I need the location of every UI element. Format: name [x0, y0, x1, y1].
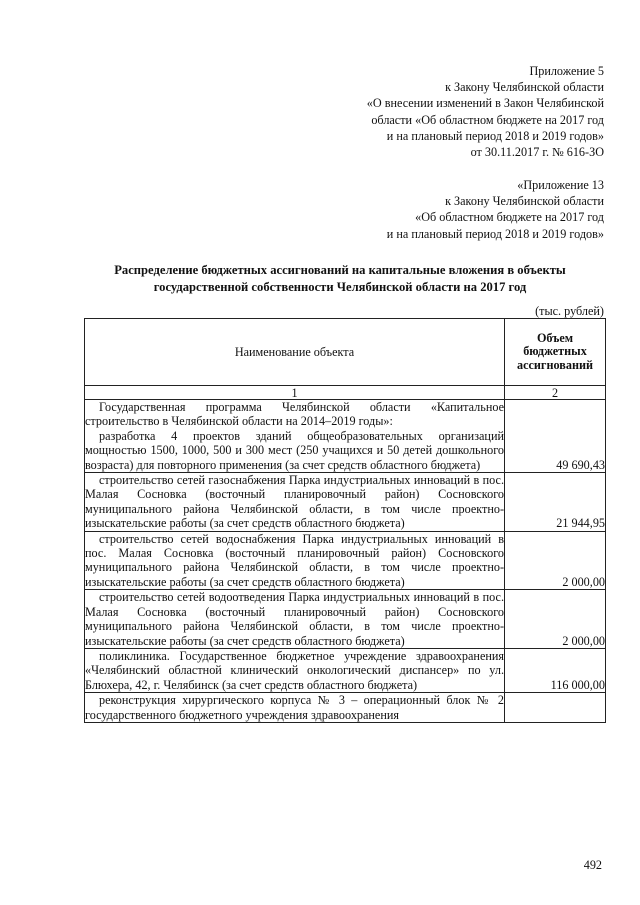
document-title-line: государственной собственности Челябинской области на 2017 год: [153, 279, 527, 294]
appendix-13-line: и на плановый период 2018 и 2019 годов»: [386, 226, 604, 241]
object-name-cell: [85, 473, 505, 532]
column-number: 1: [85, 386, 505, 400]
appropriations-table: [84, 318, 606, 723]
object-name-cell: [85, 590, 505, 649]
object-name: реконструкция хирургического корпуса № 3 – операционный блок № 2 государственного бюджетного учреждения здравоохранения: [85, 693, 504, 722]
object-name: строительство сетей водоотведения Парка индустриальных инноваций в пос. Малая Сосновка (восточный планировочный район) Сосновского муниципального района Челябинской области, в том числе проектно-изыскательские работы (за счет средств областного бюджета): [85, 590, 504, 648]
amount-cell: 49 690,43: [505, 400, 606, 473]
object-name-cell: [85, 648, 505, 692]
table-row: [85, 473, 606, 532]
appendix-5-line: Приложение 5: [529, 64, 604, 78]
header-amount: Объем бюджетных ассигнований: [505, 319, 606, 386]
page-number: 492: [583, 858, 602, 872]
amount-cell: 2 000,00: [505, 590, 606, 649]
column-number: 2: [505, 386, 606, 400]
object-name-cell: [85, 693, 505, 723]
table-row: [85, 400, 606, 473]
object-name: разработка 4 проектов зданий общеобразовательных организаций мощностью 1500, 1000, 500 и 300 мест (250 учащихся и 50 детей дошкольного возраста) для повторного применения (за счет средств областного бюджета): [85, 428, 504, 472]
appendix-13-header: [387, 177, 604, 242]
object-name: поликлиника. Государственное бюджетное учреждение здравоохранения «Челябинский областной клинический онкологический диспансер» по ул. Блюхера, 42, г. Челябинск (за счет средств областного бюджета): [85, 648, 504, 692]
object-name: строительство сетей водоснабжения Парка индустриальных инноваций в пос. Малая Сосновка (восточный планировочный район) Сосновского муниципального района Челябинской области, в том числе проектно-изыскательские работы (за счет средств областного бюджета): [85, 531, 504, 589]
table-row: [85, 648, 606, 692]
header-object-name: Наименование объекта: [85, 319, 505, 386]
amount-cell: [505, 693, 606, 723]
appendix-5-line: от 30.11.2017 г. № 616-ЗО: [470, 145, 604, 160]
appendix-5-line: области «Об областном бюджете на 2017 год: [371, 112, 604, 127]
amount-cell: 2 000,00: [505, 531, 606, 590]
table-row: [85, 531, 606, 590]
appendix-13-line: «Приложение 13: [517, 178, 604, 192]
object-name-cell: [85, 400, 505, 473]
object-name: строительство сетей газоснабжения Парка индустриальных инноваций в пос. Малая Сосновка (восточный планировочный район) Сосновского муниципального района Челябинской области, в том числе проектно-изыскательские работы (за счет средств областного бюджета): [85, 473, 504, 531]
table-header-row: [85, 319, 606, 386]
units-label: (тыс. рублей): [535, 304, 604, 318]
table-row: [85, 693, 606, 723]
amount-cell: 116 000,00: [505, 648, 606, 692]
document-title-line: Распределение бюджетных ассигнований на капитальные вложения в объекты: [114, 263, 566, 277]
program-title: Государственная программа Челябинской области «Капитальное строительство в Челябинской области на 2014–2019 годы»:: [85, 400, 504, 429]
appendix-5-header: [367, 63, 604, 160]
amount-cell: 21 944,95: [505, 473, 606, 532]
column-number-row: [85, 386, 606, 400]
appendix-13-line: «Об областном бюджете на 2017 год: [415, 210, 604, 225]
object-name-cell: [85, 531, 505, 590]
appendix-5-line: к Закону Челябинской области: [445, 80, 604, 95]
document-title: [70, 262, 610, 295]
appendix-5-line: «О внесении изменений в Закон Челябинской: [366, 96, 604, 111]
appendix-13-line: к Закону Челябинской области: [445, 194, 604, 209]
appendix-5-line: и на плановый период 2018 и 2019 годов»: [386, 128, 604, 143]
table-row: [85, 590, 606, 649]
